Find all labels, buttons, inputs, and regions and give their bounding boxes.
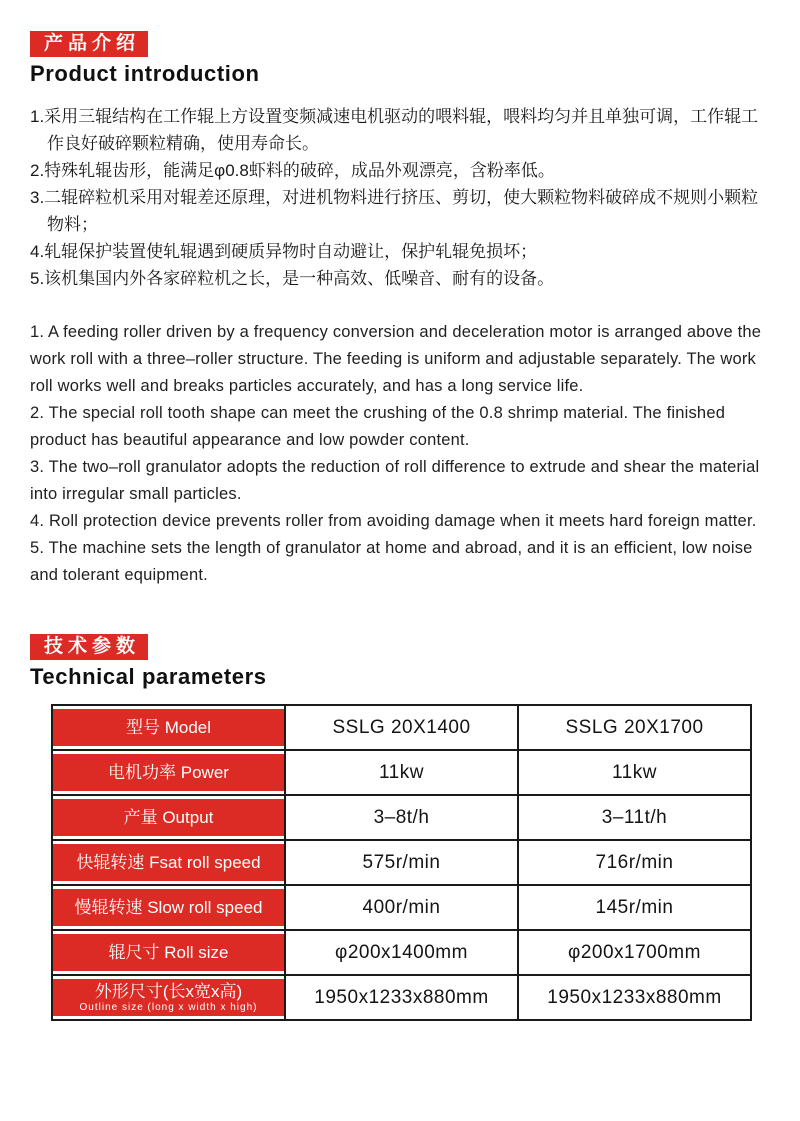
en-feature-list	[30, 319, 770, 589]
spec-value-cell: 400r/min	[285, 885, 518, 930]
spec-table	[51, 704, 752, 1021]
spec-label-cell	[52, 885, 285, 930]
spec-label: 慢辊转速 Slow roll speed	[74, 897, 263, 917]
tech-banner	[30, 634, 148, 660]
cn-feature-item-1: 1.采用三辊结构在工作辊上方设置变频减速电机驱动的喂料辊，喂料均匀并且单独可调，工作辊工作良好破碎颗粒精确，使用寿命长。	[30, 107, 759, 153]
table-row	[52, 705, 751, 750]
spec-value-cell: φ200x1700mm	[518, 930, 751, 975]
spec-label: 快辊转速 Fsat roll speed	[76, 852, 261, 872]
intro-banner-label: 产品介绍	[44, 33, 141, 54]
cn-feature-list	[30, 103, 770, 292]
spec-label-cell	[52, 975, 285, 1020]
intro-heading: Product introduction	[30, 61, 260, 86]
spec-value-cell: 716r/min	[518, 840, 751, 885]
spec-value-cell: SSLG 20X1700	[518, 705, 751, 750]
spec-label: 电机功率 Power	[108, 762, 229, 782]
en-feature-item-1: 1. A feeding roller driven by a frequency conversion and deceleration motor is arranged above the work roll with a three–roller structure. The feeding is uniform and adjustable separately. The work roll works well and breaks particles accurately, and has a long service life.	[30, 323, 762, 395]
cn-feature-item-5: 5.该机集国内外各家碎粒机之长，是一种高效、低噪音、耐有的设备。	[30, 269, 555, 288]
spec-label: 外形尺寸(长x宽x高)	[94, 981, 243, 1001]
spec-label-cell	[52, 705, 285, 750]
spec-value-cell: 145r/min	[518, 885, 751, 930]
table-row	[52, 975, 751, 1020]
intro-section	[30, 31, 770, 589]
cn-feature-item-4: 4.轧辊保护装置使轧辊遇到硬质异物时自动避让，保护轧辊免损坏；	[30, 242, 538, 261]
spec-value-cell: 575r/min	[285, 840, 518, 885]
spec-value-cell: SSLG 20X1400	[285, 705, 518, 750]
tech-banner-label: 技术参数	[44, 636, 141, 657]
table-row	[52, 840, 751, 885]
spec-label: 产量 Output	[123, 807, 214, 827]
en-feature-item-3: 3. The two–roll granulator adopts the reduction of roll difference to extrude and shear the material into irregular small particles.	[30, 458, 760, 503]
table-row	[52, 930, 751, 975]
spec-value-cell: 1950x1233x880mm	[285, 975, 518, 1020]
spec-label: 辊尺寸 Roll size	[108, 942, 229, 962]
cn-feature-item-2: 2.特殊轧辊齿形，能满足φ0.8虾料的破碎，成品外观漂亮，含粉率低。	[30, 161, 555, 180]
table-row	[52, 885, 751, 930]
spec-value-cell: 11kw	[518, 750, 751, 795]
spec-value-cell: 3–11t/h	[518, 795, 751, 840]
en-feature-item-2: 2. The special roll tooth shape can meet the crushing of the 0.8 shrimp material. The finished product has beautiful appearance and low powder content.	[30, 404, 726, 449]
spec-label-cell	[52, 930, 285, 975]
spec-label: 型号 Model	[125, 717, 212, 737]
spec-sublabel: Outline size (long x width x high)	[79, 1002, 258, 1014]
tech-heading: Technical parameters	[30, 664, 267, 689]
intro-banner	[30, 31, 148, 57]
en-feature-item-4: 4. Roll protection device prevents roller from avoiding damage when it meets hard foreign matter.	[30, 512, 757, 530]
spec-label-cell	[52, 840, 285, 885]
cn-feature-item-3: 3.二辊碎粒机采用对辊差还原理，对进机物料进行挤压、剪切，使大颗粒物料破碎成不规则小颗粒物料；	[30, 188, 759, 234]
table-row	[52, 795, 751, 840]
spec-value-cell: 1950x1233x880mm	[518, 975, 751, 1020]
spec-label-cell	[52, 750, 285, 795]
spec-value-cell: φ200x1400mm	[285, 930, 518, 975]
tech-section	[30, 634, 770, 1021]
spec-label-cell	[52, 795, 285, 840]
en-feature-item-5: 5. The machine sets the length of granulator at home and abroad, and it is an efficient, low noise and tolerant equipment.	[30, 539, 753, 584]
spec-value-cell: 11kw	[285, 750, 518, 795]
spec-value-cell: 3–8t/h	[285, 795, 518, 840]
table-row	[52, 750, 751, 795]
